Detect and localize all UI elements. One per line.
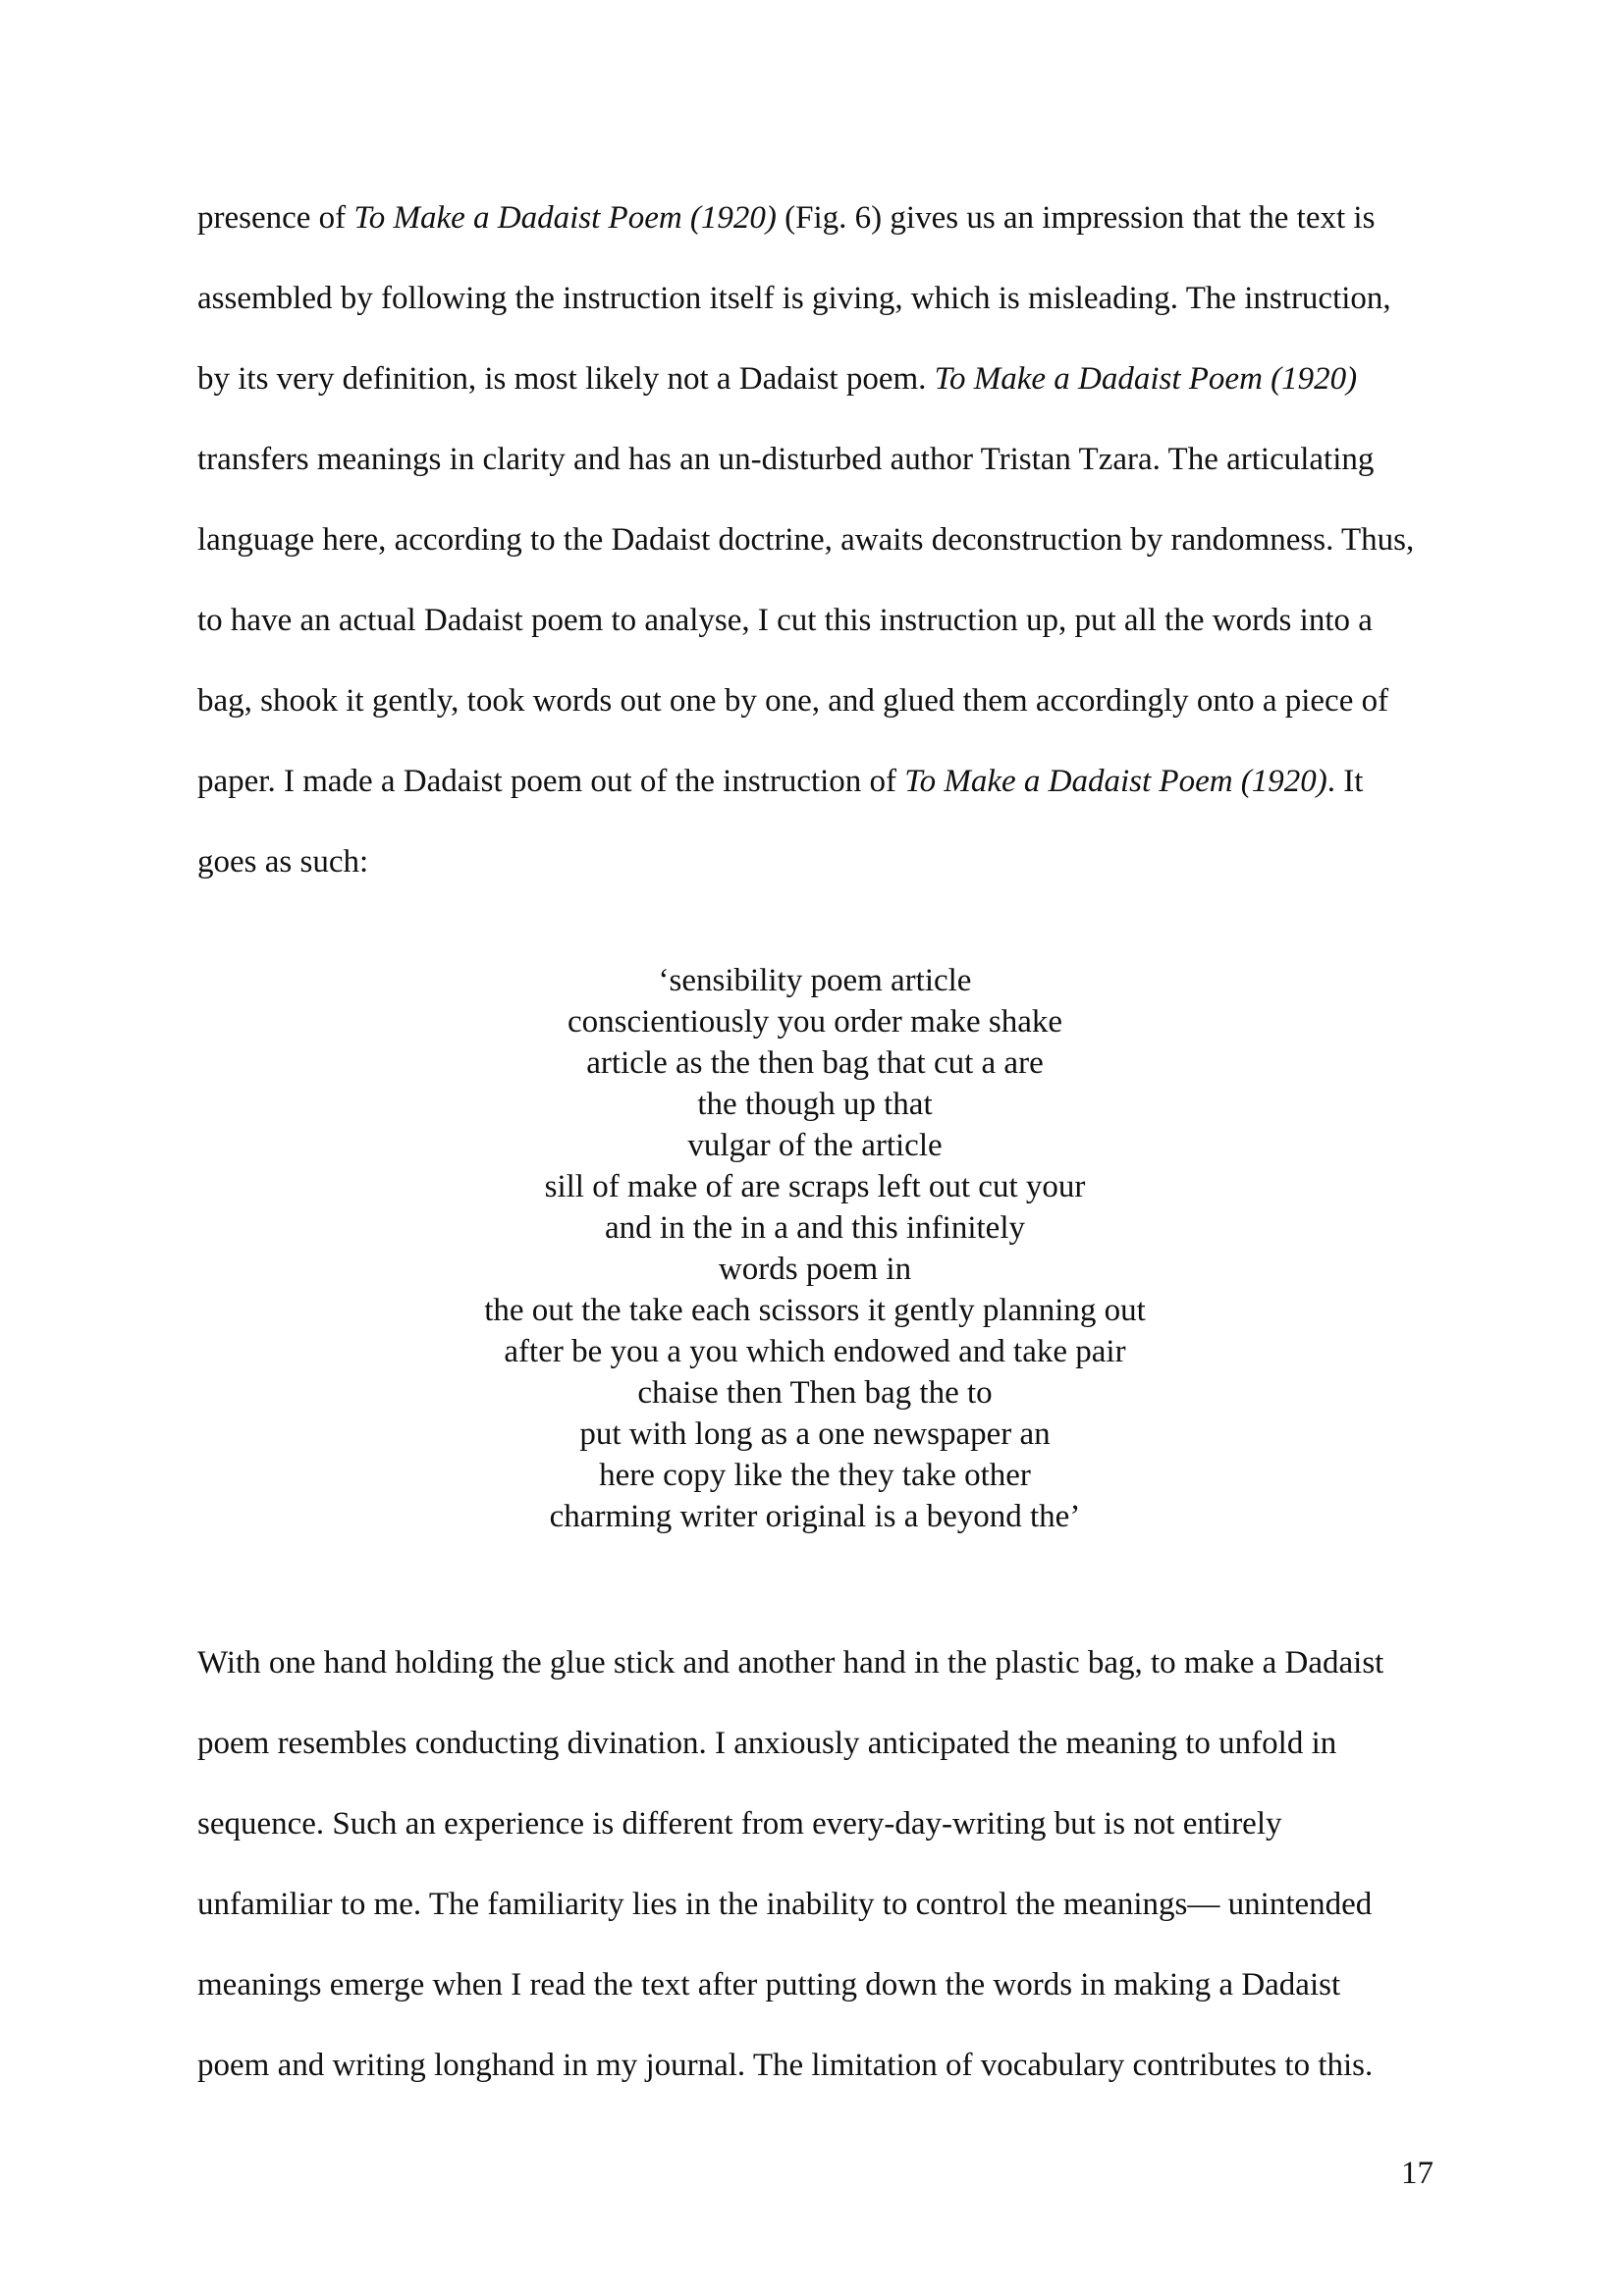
text-line: [197, 440, 1374, 479]
poem-line: here copy like the they take other: [599, 1458, 1031, 1493]
text-segment: by its very definition, is most likely not a Dadaist poem.: [197, 361, 935, 397]
text-line: [197, 842, 368, 881]
text-segment: paper. I made a Dadaist poem out of the instruction of: [197, 764, 905, 799]
text-line: [197, 198, 1375, 238]
text-segment: language here, according to the Dadaist doctrine, awaits deconstruction by randomness. Thus,: [197, 522, 1415, 558]
text-line: [197, 762, 1363, 801]
text-line: [197, 1804, 1282, 1843]
text-line: [197, 520, 1414, 560]
text-line: [197, 681, 1388, 721]
text-segment: meanings emerge when I read the text after putting down the words in making a Dadaist: [197, 1967, 1341, 2002]
text-line: [197, 1885, 1372, 1924]
text-segment: sequence. Such an experience is different from every-day-writing but is not entirely: [197, 1806, 1282, 1842]
text-line: [197, 359, 1357, 399]
poem-line: charming writer original is a beyond the’: [549, 1499, 1081, 1534]
poem-line: conscientiously you order make shake: [567, 1004, 1063, 1040]
text-segment: unfamiliar to me. The familiarity lies in the inability to control the meanings— unintended: [197, 1887, 1373, 1922]
poem-line: put with long as a one newspaper an: [579, 1416, 1051, 1452]
text-line: [197, 1643, 1383, 1682]
italic-title: To Make a Dadaist Poem (1920): [934, 361, 1358, 397]
text-segment: goes as such:: [197, 844, 369, 880]
text-line: [197, 1724, 1336, 1763]
poem-line: words poem in: [718, 1252, 912, 1287]
text-segment: . It: [1326, 764, 1364, 799]
poem-line: ‘sensibility poem article: [658, 963, 972, 998]
poem-line: vulgar of the article: [687, 1128, 943, 1163]
poem-line: and in the in a and this infinitely: [604, 1210, 1025, 1246]
text-segment: poem and writing longhand in my journal. The limitation of vocabulary contributes to this.: [197, 2048, 1374, 2083]
text-segment: With one hand holding the glue stick and another hand in the plastic bag, to make a Dadaist: [197, 1645, 1384, 1681]
text-line: [197, 1965, 1340, 2004]
text-segment: (Fig. 6) gives us an impression that the text is: [776, 200, 1376, 236]
poem-line: after be you a you which endowed and take pair: [504, 1334, 1126, 1369]
text-segment: transfers meanings in clarity and has an un-disturbed author Tristan Tzara. The articulating: [197, 442, 1375, 477]
text-segment: to have an actual Dadaist poem to analyse, I cut this instruction up, put all the words into a: [197, 603, 1373, 638]
poem-line: the out the take each scissors it gently planning out: [484, 1293, 1146, 1328]
poem-line: the though up that: [697, 1087, 933, 1122]
text-segment: assembled by following the instruction itself is giving, which is misleading. The instruction,: [197, 281, 1391, 316]
text-segment: poem resembles conducting divination. I anxiously anticipated the meaning to unfold in: [197, 1726, 1337, 1761]
poem-line: sill of make of are scraps left out cut your: [544, 1169, 1086, 1204]
dadaist-poem: [393, 960, 1237, 1537]
poem-line: chaise then Then bag the to: [637, 1375, 993, 1411]
italic-title: To Make a Dadaist Poem (1920): [904, 764, 1327, 799]
page-number: 17: [1401, 2156, 1434, 2191]
poem-line: article as the then bag that cut a are: [586, 1045, 1044, 1081]
text-line: [197, 279, 1391, 318]
text-segment: presence of: [197, 200, 354, 236]
italic-title: To Make a Dadaist Poem (1920): [353, 200, 777, 236]
text-line: [197, 601, 1373, 640]
text-segment: bag, shook it gently, took words out one by one, and glued them accordingly onto a piece of: [197, 683, 1389, 719]
text-line: [197, 2046, 1373, 2085]
